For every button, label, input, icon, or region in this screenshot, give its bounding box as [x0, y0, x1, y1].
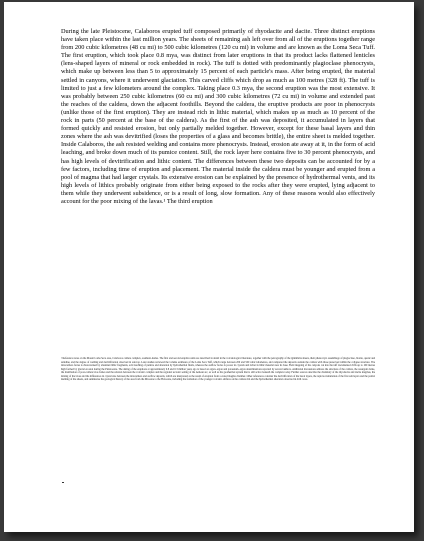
- footnotes-block: ¹ Reference notes on the Mount Loma Seca area, Calaboros caldera complex, southern Andes. The first and second eruptive units are described in detail in the volcanological literature, together with the petrography of the ignimbrite sheets, their phenocryst assemblage of plagioclase, biotite, quartz and sanidine, and the degree of welding and devitrification observed in outcrop. Later studies reviewed the volume estimates of the Loma Seca Tuff, which range between 200 and 500 cubic kilometres, and compared the deposits outside the caldera with those preserved within the collapse structure. The intracaldera facies is characterised by abundant lithic fragments, acid leaching of pumice and alteration by hydrothermal fluids, whereas the outflow facies is poorer in crystals and richer in lithic material near its base. Field mapping of the canyons cut into the tuff documented cliffs up to 100 metres high formed by glacial erosion during the Pleistocene. The dating of the eruptions at approximately 0.8 and 0.3 million years ago is based on argon–argon and potassium–argon determinations reported by several authors. Additional discussions address the structure of the caldera, the resurgent dome, the distribution of post-caldera lava domes and the relation between the volcanic complex and the regional tectonic setting of the Andean arc, as well as the geothermal system that is still active beneath the complex today. Further sources describe the chemistry of the rhyodacite and dacite magmas, the mixing of the lavas and the differences in crystal size between the intracaldera and outflow deposits, which are interpreted as the result of eruption from a zoned magma chamber. Other references consider the devitrification of the basal layers, the rapid accumulation of the first ash layers and the partial melding of the sheets, and summarise the geological history of the area from the Miocene to the Holocene, including the formation of the younger volcanic edifices on the caldera rim and the hydrothermal alteration observed in drill cores.: [61, 357, 375, 382]
- footnote-marker: [62, 482, 64, 483]
- document-page: [4, 2, 414, 532]
- body-paragraph: During the late Pleistocene, Calaboros erupted tuff composed primarily of rhyodacite and dacite. Three distinct eruptions have taken place within the last million years. The sheets of remaining ash left over from all of the eruptions together range from 200 cubic kilometres (48 cu mi) to 500 cubic kilometres (120 cu mi) in volume and are known as the Loma Seca Tuff. The first eruption, which took place 0.8 mya, was distinct from later eruptions in that its product lacks flattened lenticles (lens-shaped layers of mineral or rock embedded in rock). The tuff is dotted with predominantly plagioclase phenocrysts, which make up between less than 5 to approximately 15 percent of each particle's mass. After being erupted, the material settled in canyons, where it underwent glaciation. This carved cliffs which drop as much as 100 metres (328 ft). The tuff is limited to just a few kilometers around the complex. Taking place 0.3 mya, the second eruption was the most extensive. It was probably between 250 cubic kilometres (60 cu mi) and 300 cubic kilometres (72 cu mi) in volume and extended past the reaches of the caldera, down the adjacent foothills. Beyond the caldera, the eruptive products are poor in phenocrysts (unlike those of the first eruption). They are instead rich in lithic material, which makes up as much as 10 percent of the rock in parts (50 percent at the base of the caldera). As the first of the ash was deposited, it accumulated in layers that formed quickly and resisted erosion, but only partially melded together. However, except for these basal layers and thin zones where the ash was devitrified (loses the properties of a glass and becomes brittle), the entire sheet is melded together. Inside Calaboros, the ash resisted welding and contains more phenocrysts. Instead, erosion ate away at it, in the form of acid leaching, and broke down much of its pumice content. Still, the rock layer here contains five to 30 percent phenocrysts, and has high levels of devitrification and lithic content. The differences between these two deposits can be accounted for by a few factors, including time of eruption and placement. The material inside the caldera must be younger and erupted from a pool of magma that had larger crystals. Its extensive erosion can be explained by the presence of hydrothermal vents, and its high levels of lithics probably originate from either being exposed to the rocks after they were erupted, lying adjacent to them while they underwent subsidence, or is a result of long, slow formation. Any of these reasons would also effectively account for the poor mixing of the lavas.¹ The third eruption: [61, 28, 375, 205]
